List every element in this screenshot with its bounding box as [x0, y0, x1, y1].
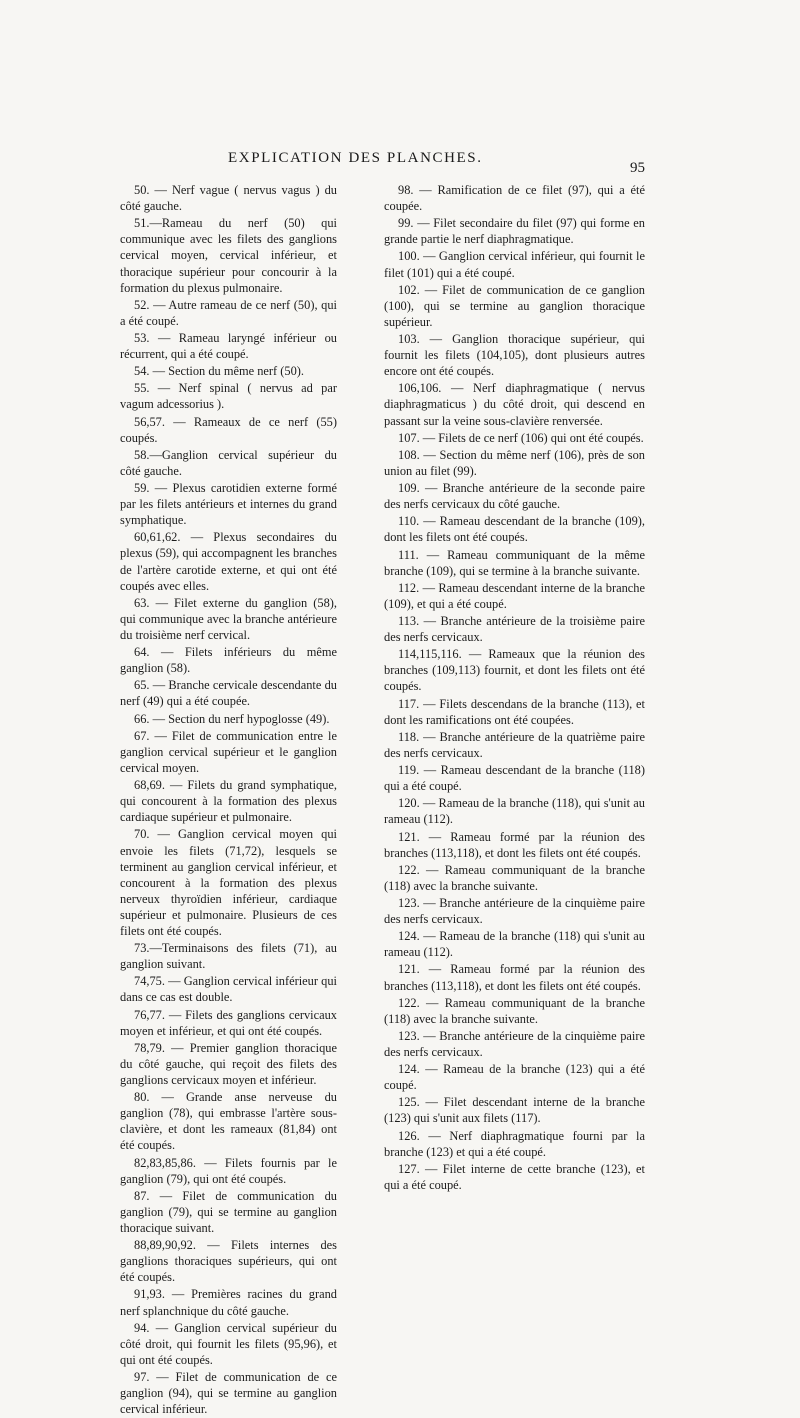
legend-entry: 63. — Filet externe du ganglion (58), qui communique avec la branche antérieure du troisième nerf cervical. — [120, 595, 337, 642]
legend-entry: 107. — Filets de ce nerf (106) qui ont été coupés. — [398, 430, 644, 445]
legend-entry: 73.—Terminaisons des filets (71), au ganglion suivant. — [120, 941, 337, 972]
page-number: 95 — [630, 160, 645, 176]
legend-entry: 123. — Branche antérieure de la cinquième paire des nerfs cervicaux. — [384, 1028, 645, 1059]
legend-entry: 66. — Section du nerf hypoglosse (49). — [134, 711, 330, 726]
legend-entry: 119. — Rameau descendant de la branche (118) qui a été coupé. — [384, 763, 645, 794]
legend-entry: 120. — Rameau de la branche (118), qui s'unit au rameau (112). — [384, 796, 645, 827]
legend-entry: 102. — Filet de communication de ce ganglion (100), qui se termine au ganglion thoracique supérieur. — [384, 282, 645, 329]
legend-entry: 121. — Rameau formé par la réunion des branches (113,118), et dont les filets ont été coupés. — [384, 962, 645, 993]
legend-entry: 59. — Plexus carotidien externe formé par les filets antérieurs et internes du grand symphatique. — [120, 481, 337, 528]
legend-entry: 56,57. — Rameaux de ce nerf (55) coupés. — [120, 414, 337, 445]
legend-entry: 114,115,116. — Rameaux que la réunion des branches (109,113) fournit, et dont les filets ont été coupés. — [384, 647, 645, 694]
legend-entry: 99. — Filet secondaire du filet (97) qui forme en grande partie le nerf diaphragmatique. — [384, 216, 645, 247]
running-title: EXPLICATION DES PLANCHES. — [228, 150, 483, 166]
legend-entry: 88,89,90,92. — Filets internes des ganglions thoraciques supérieurs, qui ont été coupés. — [120, 1238, 337, 1285]
legend-entry: 126. — Nerf diaphragmatique fourni par la branche (123) et qui a été coupé. — [384, 1128, 645, 1159]
legend-entry: 54. — Section du même nerf (50). — [134, 364, 304, 379]
legend-entry: 125. — Filet descendant interne de la branche (123) qui s'unit aux filets (117). — [384, 1095, 645, 1126]
legend-entry: 50. — Nerf vague ( nervus vagus ) du côté gauche. — [120, 183, 337, 214]
legend-entry: 127. — Filet interne de cette branche (123), et qui a été coupé. — [384, 1161, 645, 1192]
legend-entry: 67. — Filet de communication entre le ganglion cervical supérieur et le ganglion cervical moyen. — [120, 728, 337, 775]
legend-entry: 55. — Nerf spinal ( nervus ad par vagum adcessorius ). — [120, 381, 337, 412]
legend-entry: 91,93. — Premières racines du grand nerf splanchnique du côté gauche. — [120, 1287, 337, 1318]
right-column — [384, 182, 645, 1194]
legend-entry: 58.—Ganglion cervical supérieur du côté gauche. — [120, 447, 337, 478]
legend-entry: 87. — Filet de communication du ganglion (79), qui se termine au ganglion thoracique suivant. — [120, 1188, 337, 1235]
legend-entry: 108. — Section du même nerf (106), près de son union au filet (99). — [384, 447, 645, 478]
legend-entry: 121. — Rameau formé par la réunion des branches (113,118), et dont les filets ont été coupés. — [384, 829, 645, 860]
legend-entry: 98. — Ramification de ce filet (97), qui a été coupée. — [384, 183, 645, 214]
legend-entry: 74,75. — Ganglion cervical inférieur qui dans ce cas est double. — [120, 974, 337, 1005]
legend-entry: 124. — Rameau de la branche (123) qui a été coupé. — [384, 1062, 645, 1093]
legend-entry: 111. — Rameau communiquant de la même branche (109), qui se termine à la branche suivante. — [384, 547, 645, 578]
legend-entry: 124. — Rameau de la branche (118) qui s'unit au rameau (112). — [384, 929, 645, 960]
legend-entry: 122. — Rameau communiquant de la branche (118) avec la branche suivante. — [384, 995, 645, 1026]
legend-entry: 65. — Branche cervicale descendante du nerf (49) qui a été coupée. — [120, 678, 337, 709]
legend-entry: 106,106. — Nerf diaphragmatique ( nervus diaphragmaticus ) du côté droit, qui descend en passant sur la veine sous-clavière renversée. — [384, 381, 645, 428]
left-column — [120, 182, 337, 1418]
legend-entry: 64. — Filets inférieurs du même ganglion (58). — [120, 645, 337, 676]
legend-entry: 117. — Filets descendans de la branche (113), et dont les ramifications ont été coupées. — [384, 696, 645, 727]
legend-entry: 80. — Grande anse nerveuse du ganglion (78), qui embrasse l'artère sous-clavière, et dont les rameaux (81,84) ont été coupés. — [120, 1090, 337, 1153]
legend-entry: 94. — Ganglion cervical supérieur du côté droit, qui fournit les filets (95,96), et qui ont été coupés. — [120, 1320, 337, 1367]
legend-entry: 122. — Rameau communiquant de la branche (118) avec la branche suivante. — [384, 862, 645, 893]
legend-entry: 118. — Branche antérieure de la quatrième paire des nerfs cervicaux. — [384, 729, 645, 760]
legend-entry: 103. — Ganglion thoracique supérieur, qui fournit les filets (104,105), dont plusieurs autres encore ont été coupés. — [384, 332, 645, 379]
legend-entry: 123. — Branche antérieure de la cinquième paire des nerfs cervicaux. — [384, 895, 645, 927]
legend-entry: 82,83,85,86. — Filets fournis par le ganglion (79), qui ont été coupés. — [120, 1155, 337, 1186]
legend-entry: 60,61,62. — Plexus secondaires du plexus (59), qui accompagnent les branches de l'artère carotide externe, et qui ont été coupés avec elles. — [120, 530, 337, 593]
legend-entry: 100. — Ganglion cervical inférieur, qui fournit le filet (101) qui a été coupé. — [384, 249, 645, 280]
legend-entry: 78,79. — Premier ganglion thoracique du côté gauche, qui reçoit des filets des ganglions cervicaux moyen et inférieur. — [120, 1040, 337, 1087]
legend-entry: 52. — Autre rameau de ce nerf (50), qui a été coupé. — [120, 297, 337, 328]
legend-entry: 70. — Ganglion cervical moyen qui envoie les filets (71,72), lesquels se terminent au ganglion cervical inférieur, et concourent à la formation des plexus nerveux thyroïdien inférieur, cardiaque supérieur et pulmonaire. Plusieurs de ces filets ont été coupés. — [120, 827, 337, 938]
legend-entry: 112. — Rameau descendant interne de la branche (109), et qui a été coupé. — [384, 580, 645, 611]
legend-entry: 97. — Filet de communication de ce ganglion (94), qui se termine au ganglion cervical inférieur. — [120, 1370, 337, 1417]
legend-entry: 68,69. — Filets du grand symphatique, qui concourent à la formation des plexus cardiaque supérieur et pulmonaire. — [120, 778, 337, 825]
legend-entry: 76,77. — Filets des ganglions cervicaux moyen et inférieur, et qui ont été coupés. — [120, 1007, 337, 1038]
legend-entry: 51.—Rameau du nerf (50) qui communique avec les filets des ganglions cervical moyen, cervical inférieur, et thoracique supérieur pour concourir à la formation du plexus pulmonaire. — [120, 216, 337, 295]
legend-entry: 113. — Branche antérieure de la troisième paire des nerfs cervicaux. — [384, 614, 645, 645]
legend-entry: 110. — Rameau descendant de la branche (109), dont les filets ont été coupés. — [384, 514, 645, 545]
legend-entry: 109. — Branche antérieure de la seconde paire des nerfs cervicaux du côté gauche. — [384, 481, 645, 512]
legend-entry: 53. — Rameau laryngé inférieur ou récurrent, qui a été coupé. — [120, 330, 337, 362]
